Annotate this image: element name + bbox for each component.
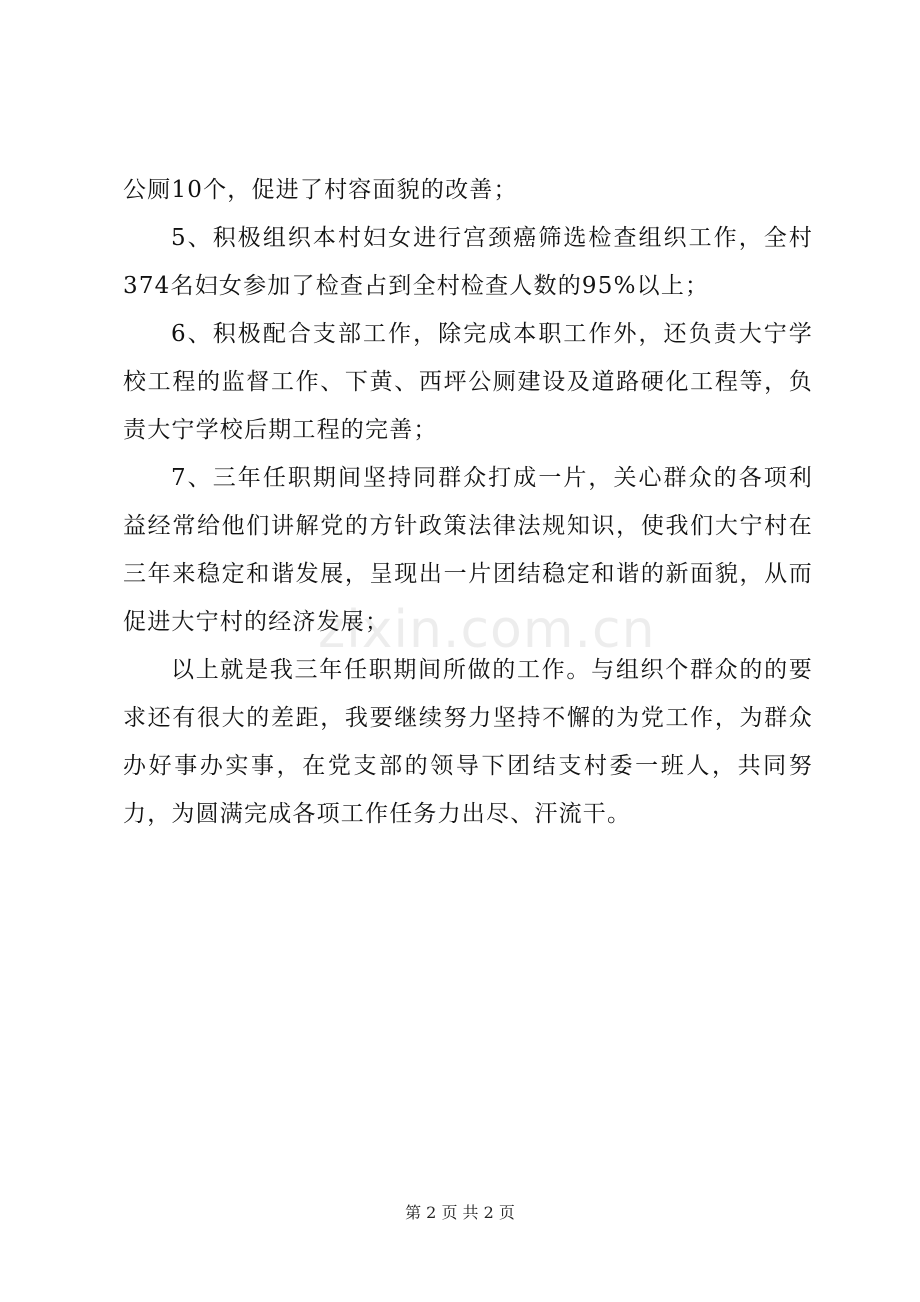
paragraph-conclusion: 以上就是我三年任职期间所做的工作。与组织个群众的的要求还有很大的差距，我要继续努力坚持不懈的为党工作，为群众办好事办实事，在党支部的领导下团结支村委一班人，共同努力，为圆满完成各项工作任务力出尽、汗流干。 [123,657,813,827]
paragraph-item-7: 7、三年任职期间坚持同群众打成一片，关心群众的各项利益经常给他们讲解党的方针政策法律法规知识，使我们大宁村在三年来稳定和谐发展，呈现出一片团结稳定和谐的新面貌，从而促进大宁村的经济发展； [123,465,813,635]
paragraph-continuation: 公厕10个，促进了村容面貌的改善； [123,177,518,203]
paragraph-item-6: 6、积极配合支部工作，除完成本职工作外，还负责大宁学校工程的监督工作、下黄、西坪公厕建设及道路硬化工程等，负责大宁学校后期工程的完善； [123,321,813,443]
watermark: zixin.com.cn [318,600,656,660]
page-footer: 第 2 页 共 2 页 [405,1203,515,1222]
document-body [123,166,813,838]
paragraph-item-5: 5、积极组织本村妇女进行宫颈癌筛选检查组织工作，全村374名妇女参加了检查占到全村检查人数的95%以上； [123,225,813,299]
